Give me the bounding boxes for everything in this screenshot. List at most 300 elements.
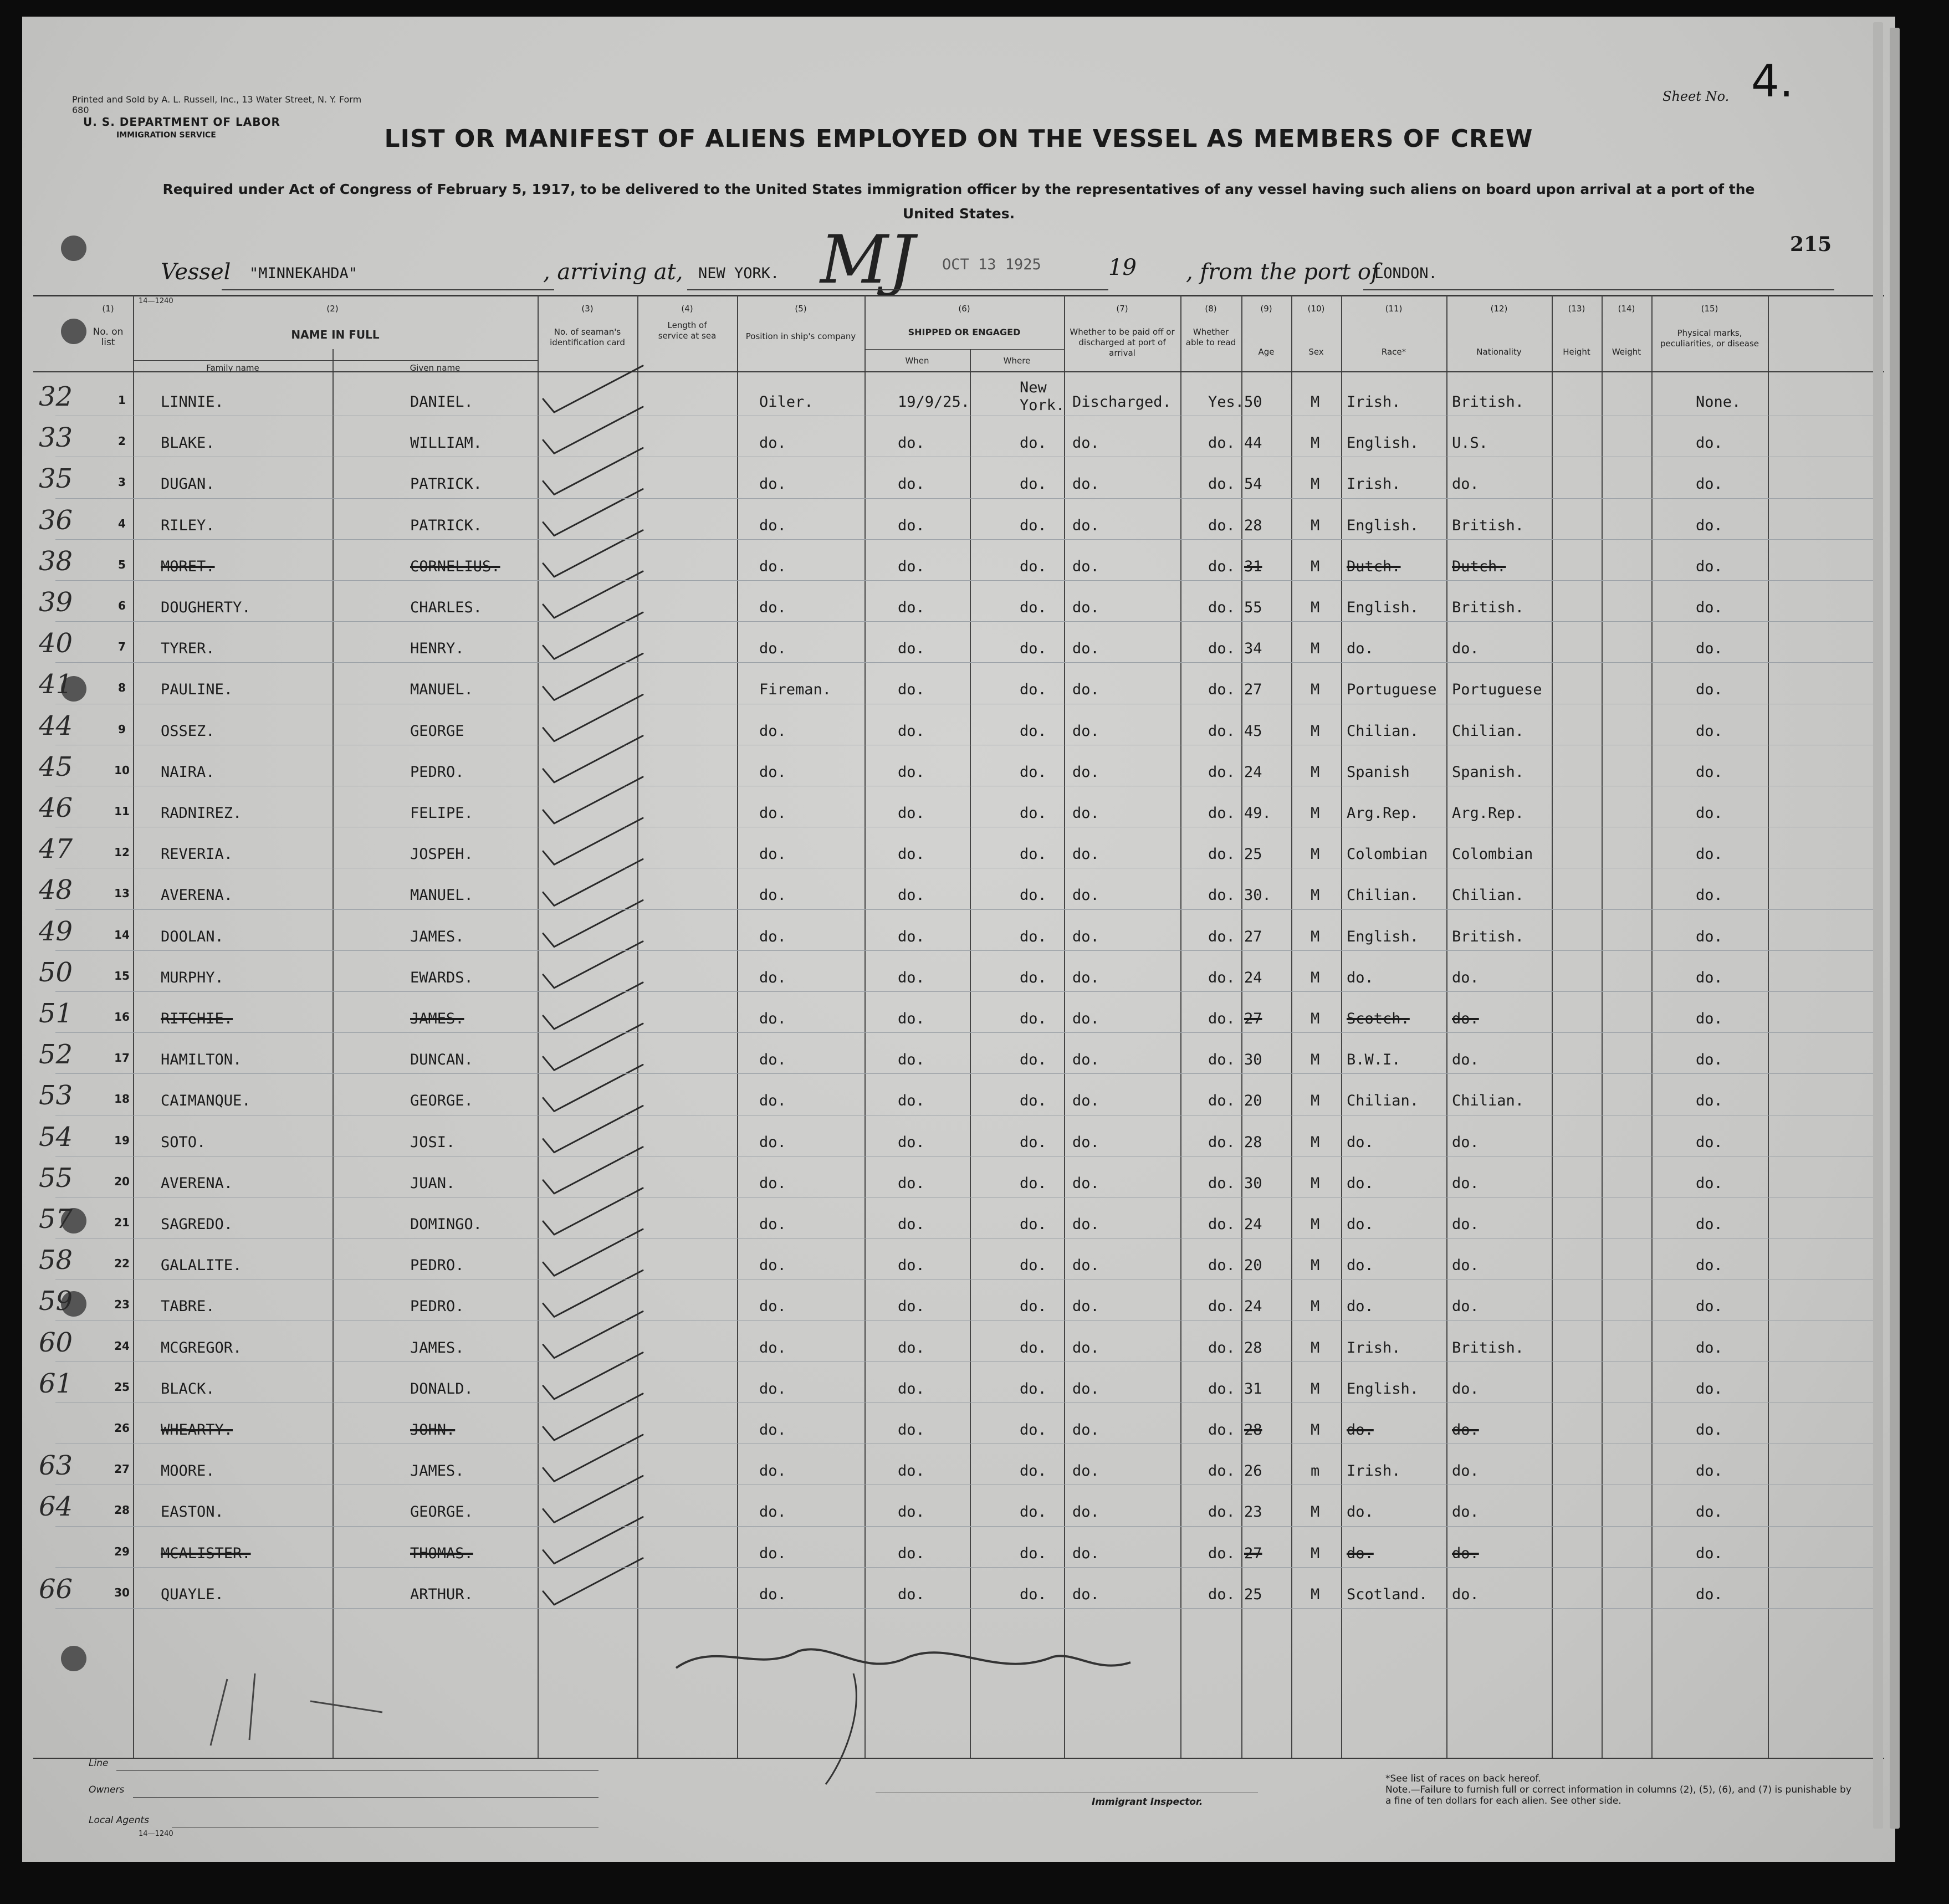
cell-when: do. bbox=[898, 557, 925, 575]
cell-marks: do. bbox=[1696, 1380, 1723, 1398]
cell-race: English. bbox=[1347, 599, 1419, 616]
page-subtitle: Required under Act of Congress of February 5, 1917, to be delivered to the United States immigration officer by the representatives of any vessel having such aliens on board upon arrival at a port of the United States. bbox=[162, 181, 1755, 222]
cell-where: do. bbox=[1020, 1380, 1047, 1398]
cell-marks: do. bbox=[1696, 887, 1723, 904]
cell-race: Dutch. bbox=[1347, 557, 1401, 575]
cell-paid: do. bbox=[1072, 1462, 1099, 1480]
cell-marks: do. bbox=[1696, 722, 1723, 740]
check-mark bbox=[543, 448, 643, 494]
cell-given: HENRY. bbox=[410, 640, 464, 658]
col13-num: (13) bbox=[1568, 304, 1585, 314]
cell-race: Portuguese bbox=[1347, 681, 1437, 699]
cell-paid: do. bbox=[1072, 1544, 1099, 1562]
cell-when: do. bbox=[898, 1257, 925, 1275]
cell-where: do. bbox=[1020, 805, 1047, 822]
cell-sex: M bbox=[1311, 1339, 1320, 1357]
cell-read: do. bbox=[1208, 557, 1235, 575]
col14-num: (14) bbox=[1618, 304, 1635, 314]
margin-number: 49 bbox=[39, 915, 73, 947]
cell-given: ARTHUR. bbox=[410, 1585, 473, 1603]
sheet-number: 4. bbox=[1751, 55, 1794, 107]
margin-number: 60 bbox=[39, 1327, 73, 1358]
margin-number: 55 bbox=[39, 1162, 73, 1194]
col1-num: (1) bbox=[102, 304, 114, 314]
cell-read: do. bbox=[1208, 928, 1235, 945]
cell-where: do. bbox=[1020, 1010, 1047, 1027]
margin-number: 32 bbox=[39, 381, 73, 412]
cell-sex: M bbox=[1311, 722, 1320, 740]
cell-age: 24 bbox=[1244, 763, 1262, 781]
cell-read: do. bbox=[1208, 1092, 1235, 1110]
cell-when: do. bbox=[898, 1216, 925, 1233]
cell-marks: do. bbox=[1696, 1216, 1723, 1233]
cell-family: TABRE. bbox=[161, 1298, 215, 1316]
cell-position: do. bbox=[759, 640, 786, 658]
cell-age: 30. bbox=[1244, 887, 1271, 904]
col5-num: (5) bbox=[795, 304, 807, 314]
cell-paid: do. bbox=[1072, 516, 1099, 534]
cell-nationality: Arg.Rep. bbox=[1452, 805, 1525, 822]
cell-where: do. bbox=[1020, 887, 1047, 904]
department-label: U. S. DEPARTMENT OF LABOR bbox=[83, 115, 280, 129]
cell-where: do. bbox=[1020, 475, 1047, 493]
cell-sex: M bbox=[1311, 1216, 1320, 1233]
cell-nationality: Chilian. bbox=[1452, 887, 1525, 904]
cell-no: 19 bbox=[114, 1133, 130, 1147]
cell-paid: do. bbox=[1072, 887, 1099, 904]
cell-read: do. bbox=[1208, 1421, 1235, 1439]
cell-where: do. bbox=[1020, 434, 1047, 452]
cell-family: SAGREDO. bbox=[161, 1216, 233, 1233]
col1-header: No. on list bbox=[93, 326, 124, 348]
cell-when: do. bbox=[898, 516, 925, 534]
cell-position: do. bbox=[759, 1257, 786, 1275]
cell-no: 27 bbox=[114, 1462, 130, 1476]
cell-position: do. bbox=[759, 475, 786, 493]
margin-number: 48 bbox=[39, 874, 73, 906]
margin-number: 47 bbox=[39, 833, 73, 865]
cell-age: 24 bbox=[1244, 1298, 1262, 1316]
col4-num: (4) bbox=[681, 304, 693, 314]
cell-given: JAMES. bbox=[410, 1462, 464, 1480]
cell-family: QUAYLE. bbox=[161, 1585, 224, 1603]
cell-marks: do. bbox=[1696, 599, 1723, 616]
binder-hole bbox=[61, 319, 86, 344]
check-mark bbox=[543, 1270, 643, 1317]
cell-read: do. bbox=[1208, 969, 1235, 986]
cell-nationality: do. bbox=[1452, 1257, 1479, 1275]
col6-header: SHIPPED OR ENGAGED bbox=[908, 327, 1021, 337]
cell-race: Scotch. bbox=[1347, 1010, 1410, 1027]
footer-note-races: *See list of races on back hereof. bbox=[1385, 1773, 1541, 1784]
cell-position: do. bbox=[759, 1421, 786, 1439]
cell-given: DOMINGO. bbox=[410, 1216, 483, 1233]
cell-sex: M bbox=[1311, 475, 1320, 493]
cell-when: do. bbox=[898, 1544, 925, 1562]
cell-where: do. bbox=[1020, 1257, 1047, 1275]
cell-read: do. bbox=[1208, 1585, 1235, 1603]
cell-given: JOSI. bbox=[410, 1133, 456, 1151]
footer-form-code: 14—1240 bbox=[139, 1830, 173, 1838]
cell-nationality: do. bbox=[1452, 1298, 1479, 1316]
cell-position: do. bbox=[759, 1174, 786, 1192]
cell-where: New York. bbox=[1020, 379, 1065, 414]
cell-age: 30 bbox=[1244, 1051, 1262, 1069]
col11-num: (11) bbox=[1385, 304, 1403, 314]
cell-when: do. bbox=[898, 1010, 925, 1027]
cell-nationality: do. bbox=[1452, 1421, 1479, 1439]
cell-paid: do. bbox=[1072, 763, 1099, 781]
cell-family: RITCHIE. bbox=[161, 1010, 233, 1027]
cell-race: do. bbox=[1347, 1298, 1374, 1316]
cell-marks: do. bbox=[1696, 969, 1723, 986]
col6-when-header: When bbox=[905, 356, 929, 366]
cell-where: do. bbox=[1020, 1544, 1047, 1562]
cell-read: do. bbox=[1208, 1462, 1235, 1480]
year-prefix: 19 bbox=[1108, 255, 1137, 280]
cell-read: do. bbox=[1208, 1339, 1235, 1357]
cell-no: 3 bbox=[118, 475, 126, 489]
cell-position: do. bbox=[759, 763, 786, 781]
cell-position: do. bbox=[759, 846, 786, 863]
check-mark bbox=[543, 695, 643, 741]
col8-num: (8) bbox=[1205, 304, 1217, 314]
cell-paid: do. bbox=[1072, 1010, 1099, 1027]
cell-sex: M bbox=[1311, 1133, 1320, 1151]
cell-read: do. bbox=[1208, 681, 1235, 699]
cell-paid: do. bbox=[1072, 1585, 1099, 1603]
cell-given: JUAN. bbox=[410, 1174, 456, 1192]
cell-when: do. bbox=[898, 1174, 925, 1192]
cell-age: 26 bbox=[1244, 1462, 1262, 1480]
printer-note: Printed and Sold by A. L. Russell, Inc., 13 Water Street, N. Y. Form 680 bbox=[72, 94, 362, 115]
cell-given: JAMES. bbox=[410, 928, 464, 945]
cell-no: 29 bbox=[114, 1544, 130, 1558]
cell-race: do. bbox=[1347, 1216, 1374, 1233]
cell-position: do. bbox=[759, 1339, 786, 1357]
cell-nationality: British. bbox=[1452, 928, 1525, 945]
cell-family: GALALITE. bbox=[161, 1257, 242, 1275]
cell-race: English. bbox=[1347, 434, 1419, 452]
col4-header: Length of service at sea bbox=[658, 320, 717, 341]
cell-family: CAIMANQUE. bbox=[161, 1092, 251, 1110]
margin-number: 38 bbox=[39, 545, 73, 577]
cell-marks: do. bbox=[1696, 1421, 1723, 1439]
cell-race: Irish. bbox=[1347, 1462, 1401, 1480]
cell-family: AVERENA. bbox=[161, 887, 233, 904]
check-mark bbox=[543, 1476, 643, 1522]
cell-age: 20 bbox=[1244, 1092, 1262, 1110]
col12-header: Nationality bbox=[1476, 347, 1522, 357]
cell-sex: M bbox=[1311, 1380, 1320, 1398]
cell-marks: do. bbox=[1696, 1174, 1723, 1192]
cell-nationality: do. bbox=[1452, 1503, 1479, 1521]
cell-no: 18 bbox=[114, 1092, 130, 1106]
cell-race: do. bbox=[1347, 640, 1374, 658]
row-rule bbox=[55, 1032, 1879, 1033]
cell-family: DUGAN. bbox=[161, 475, 215, 493]
row-rule bbox=[55, 1608, 1879, 1609]
cell-sex: M bbox=[1311, 1051, 1320, 1069]
cell-sex: M bbox=[1311, 516, 1320, 534]
cell-when: do. bbox=[898, 846, 925, 863]
cell-age: 27 bbox=[1244, 681, 1262, 699]
check-mark bbox=[543, 777, 643, 823]
cell-family: WHEARTY. bbox=[161, 1421, 233, 1439]
cell-sex: M bbox=[1311, 393, 1320, 411]
check-mark bbox=[543, 1188, 643, 1235]
cell-where: do. bbox=[1020, 763, 1047, 781]
margin-number: 58 bbox=[39, 1245, 73, 1276]
cell-age: 28 bbox=[1244, 1421, 1262, 1439]
cell-given: JOHN. bbox=[410, 1421, 456, 1439]
cell-when: 19/9/25. bbox=[898, 393, 970, 411]
cell-paid: do. bbox=[1072, 969, 1099, 986]
cell-no: 22 bbox=[114, 1257, 130, 1271]
cell-read: Yes. bbox=[1208, 393, 1245, 411]
inspector-initials: MJ bbox=[820, 222, 915, 299]
col7-num: (7) bbox=[1116, 304, 1128, 314]
cell-where: do. bbox=[1020, 1421, 1047, 1439]
margin-number: 36 bbox=[39, 504, 73, 536]
cell-given: DUNCAN. bbox=[410, 1051, 473, 1069]
row-rule bbox=[55, 1526, 1879, 1527]
check-mark bbox=[543, 1558, 643, 1605]
cell-no: 7 bbox=[118, 640, 126, 654]
check-mark bbox=[543, 612, 643, 659]
cell-marks: do. bbox=[1696, 928, 1723, 945]
cell-given: GEORGE bbox=[410, 722, 464, 740]
cell-when: do. bbox=[898, 1421, 925, 1439]
immigrant-inspector-label: Immigrant Inspector. bbox=[1092, 1796, 1203, 1808]
page-edge bbox=[1873, 22, 1883, 1829]
cell-when: do. bbox=[898, 1585, 925, 1603]
cell-race: do. bbox=[1347, 1503, 1374, 1521]
cell-race: English. bbox=[1347, 516, 1419, 534]
cell-no: 14 bbox=[114, 928, 130, 941]
col3-header: No. of seaman's identification card bbox=[550, 327, 625, 347]
cell-position: do. bbox=[759, 557, 786, 575]
cell-nationality: British. bbox=[1452, 1339, 1525, 1357]
cell-when: do. bbox=[898, 1380, 925, 1398]
pencil-checkmarks bbox=[22, 17, 1895, 1862]
cell-nationality: do. bbox=[1452, 969, 1479, 986]
row-rule bbox=[55, 621, 1879, 622]
cell-nationality: do. bbox=[1452, 1585, 1479, 1603]
cell-position: do. bbox=[759, 1092, 786, 1110]
cell-sex: M bbox=[1311, 1010, 1320, 1027]
cell-race: Chilian. bbox=[1347, 1092, 1419, 1110]
cell-no: 20 bbox=[114, 1174, 130, 1188]
cell-when: do. bbox=[898, 805, 925, 822]
col11-header: Race* bbox=[1381, 347, 1406, 357]
check-mark bbox=[543, 653, 643, 700]
cell-given: JOSPEH. bbox=[410, 846, 473, 863]
cell-no: 21 bbox=[114, 1216, 130, 1229]
cell-when: do. bbox=[898, 1133, 925, 1151]
cell-given: FELIPE. bbox=[410, 805, 473, 822]
cell-read: do. bbox=[1208, 1503, 1235, 1521]
cell-nationality: British. bbox=[1452, 599, 1525, 616]
cell-family: EASTON. bbox=[161, 1503, 224, 1521]
check-mark bbox=[543, 530, 643, 577]
cell-where: do. bbox=[1020, 1092, 1047, 1110]
cell-position: do. bbox=[759, 516, 786, 534]
cell-where: do. bbox=[1020, 722, 1047, 740]
margin-number: 41 bbox=[39, 669, 73, 700]
cell-marks: do. bbox=[1696, 1339, 1723, 1357]
check-mark bbox=[543, 1435, 643, 1481]
cell-nationality: do. bbox=[1452, 1462, 1479, 1480]
cell-race: do. bbox=[1347, 969, 1374, 986]
cell-race: do. bbox=[1347, 1421, 1374, 1439]
cell-marks: do. bbox=[1696, 1051, 1723, 1069]
cell-race: English. bbox=[1347, 928, 1419, 945]
cell-given: MANUEL. bbox=[410, 887, 473, 904]
check-mark bbox=[543, 1229, 643, 1276]
cell-marks: do. bbox=[1696, 1503, 1723, 1521]
cell-read: do. bbox=[1208, 475, 1235, 493]
cell-position: do. bbox=[759, 887, 786, 904]
cell-marks: do. bbox=[1696, 475, 1723, 493]
cell-family: BLACK. bbox=[161, 1380, 215, 1398]
row-rule bbox=[55, 1073, 1879, 1074]
cell-paid: do. bbox=[1072, 640, 1099, 658]
cell-race: Irish. bbox=[1347, 1339, 1401, 1357]
cell-when: do. bbox=[898, 640, 925, 658]
check-mark bbox=[543, 982, 643, 1029]
check-mark bbox=[543, 1394, 643, 1440]
cell-paid: do. bbox=[1072, 1298, 1099, 1316]
cell-family: MCALISTER. bbox=[161, 1544, 251, 1562]
col13-header: Height bbox=[1563, 347, 1590, 357]
binder-hole bbox=[61, 236, 86, 261]
cell-age: 27 bbox=[1244, 1544, 1262, 1562]
manifest-sheet bbox=[22, 17, 1895, 1862]
cell-paid: do. bbox=[1072, 722, 1099, 740]
cell-family: OSSEZ. bbox=[161, 722, 215, 740]
cell-when: do. bbox=[898, 969, 925, 986]
cell-given: PEDRO. bbox=[410, 763, 464, 781]
cell-paid: do. bbox=[1072, 805, 1099, 822]
cell-position: do. bbox=[759, 1544, 786, 1562]
cell-position: do. bbox=[759, 1380, 786, 1398]
cell-race: Spanish bbox=[1347, 763, 1410, 781]
cell-given: MANUEL. bbox=[410, 681, 473, 699]
cell-race: Irish. bbox=[1347, 475, 1401, 493]
cell-no: 15 bbox=[114, 969, 130, 982]
binder-hole bbox=[61, 1646, 86, 1671]
cell-where: do. bbox=[1020, 1216, 1047, 1233]
col5-header: Position in ship's company bbox=[745, 331, 856, 341]
cell-race: Arg.Rep. bbox=[1347, 805, 1419, 822]
cell-no: 12 bbox=[114, 846, 130, 859]
cell-nationality: British. bbox=[1452, 516, 1525, 534]
margin-number: 61 bbox=[39, 1368, 73, 1399]
cell-paid: do. bbox=[1072, 1051, 1099, 1069]
cell-nationality: do. bbox=[1452, 1380, 1479, 1398]
cell-nationality: Chilian. bbox=[1452, 722, 1525, 740]
margin-number: 46 bbox=[39, 792, 73, 823]
cell-when: do. bbox=[898, 1503, 925, 1521]
col2-header: NAME IN FULL bbox=[291, 328, 380, 341]
cell-marks: do. bbox=[1696, 516, 1723, 534]
cell-paid: do. bbox=[1072, 1380, 1099, 1398]
margin-number: 44 bbox=[39, 710, 73, 741]
sequence-number: 215 bbox=[1790, 233, 1832, 256]
cell-family: HAMILTON. bbox=[161, 1051, 242, 1069]
col9-header: Age bbox=[1258, 347, 1275, 357]
cell-read: do. bbox=[1208, 1051, 1235, 1069]
cell-family: DOOLAN. bbox=[161, 928, 224, 945]
check-mark bbox=[543, 1023, 643, 1070]
cell-age: 20 bbox=[1244, 1257, 1262, 1275]
cell-given: PATRICK. bbox=[410, 475, 483, 493]
cell-no: 2 bbox=[118, 434, 126, 448]
check-mark bbox=[543, 1147, 643, 1194]
page-title: LIST OR MANIFEST OF ALIENS EMPLOYED ON THE VESSEL AS MEMBERS OF CREW bbox=[384, 125, 1533, 153]
cell-read: do. bbox=[1208, 516, 1235, 534]
cell-paid: do. bbox=[1072, 928, 1099, 945]
margin-number: 66 bbox=[39, 1573, 73, 1605]
cell-position: do. bbox=[759, 805, 786, 822]
cell-age: 27 bbox=[1244, 928, 1262, 945]
check-mark bbox=[543, 407, 643, 453]
cell-age: 25 bbox=[1244, 1585, 1262, 1603]
cell-nationality: U.S. bbox=[1452, 434, 1488, 452]
arriving-port: NEW YORK. bbox=[698, 265, 780, 282]
cell-position: do. bbox=[759, 969, 786, 986]
cell-age: 28 bbox=[1244, 516, 1262, 534]
cell-when: do. bbox=[898, 1462, 925, 1480]
cell-read: do. bbox=[1208, 640, 1235, 658]
cell-race: do. bbox=[1347, 1544, 1374, 1562]
cell-given: GEORGE. bbox=[410, 1092, 473, 1110]
cell-sex: M bbox=[1311, 557, 1320, 575]
col6-num: (6) bbox=[958, 304, 970, 314]
cell-where: do. bbox=[1020, 681, 1047, 699]
cell-no: 23 bbox=[114, 1298, 130, 1312]
check-mark bbox=[543, 859, 643, 905]
cell-sex: M bbox=[1311, 434, 1320, 452]
cell-no: 11 bbox=[114, 805, 130, 818]
cell-read: do. bbox=[1208, 1544, 1235, 1562]
check-mark bbox=[543, 736, 643, 782]
cell-no: 4 bbox=[118, 516, 126, 530]
row-rule bbox=[55, 1567, 1879, 1568]
cell-nationality: do. bbox=[1452, 475, 1479, 493]
cell-position: Oiler. bbox=[759, 393, 814, 411]
cell-sex: M bbox=[1311, 1421, 1320, 1439]
cell-read: do. bbox=[1208, 1133, 1235, 1151]
col15-header: Physical marks, peculiarities, or disease bbox=[1660, 328, 1759, 349]
cell-paid: do. bbox=[1072, 434, 1099, 452]
cell-sex: M bbox=[1311, 969, 1320, 986]
from-port: LONDON. bbox=[1374, 265, 1438, 282]
cell-no: 26 bbox=[114, 1421, 130, 1435]
col10-num: (10) bbox=[1307, 304, 1325, 314]
cell-when: do. bbox=[898, 722, 925, 740]
cell-age: 28 bbox=[1244, 1133, 1262, 1151]
cell-nationality: do. bbox=[1452, 1174, 1479, 1192]
cell-no: 30 bbox=[114, 1585, 130, 1599]
cell-sex: M bbox=[1311, 1174, 1320, 1192]
cell-paid: do. bbox=[1072, 681, 1099, 699]
cell-marks: do. bbox=[1696, 557, 1723, 575]
cell-family: RADNIREZ. bbox=[161, 805, 242, 822]
cell-marks: do. bbox=[1696, 1585, 1723, 1603]
cell-family: NAIRA. bbox=[161, 763, 215, 781]
